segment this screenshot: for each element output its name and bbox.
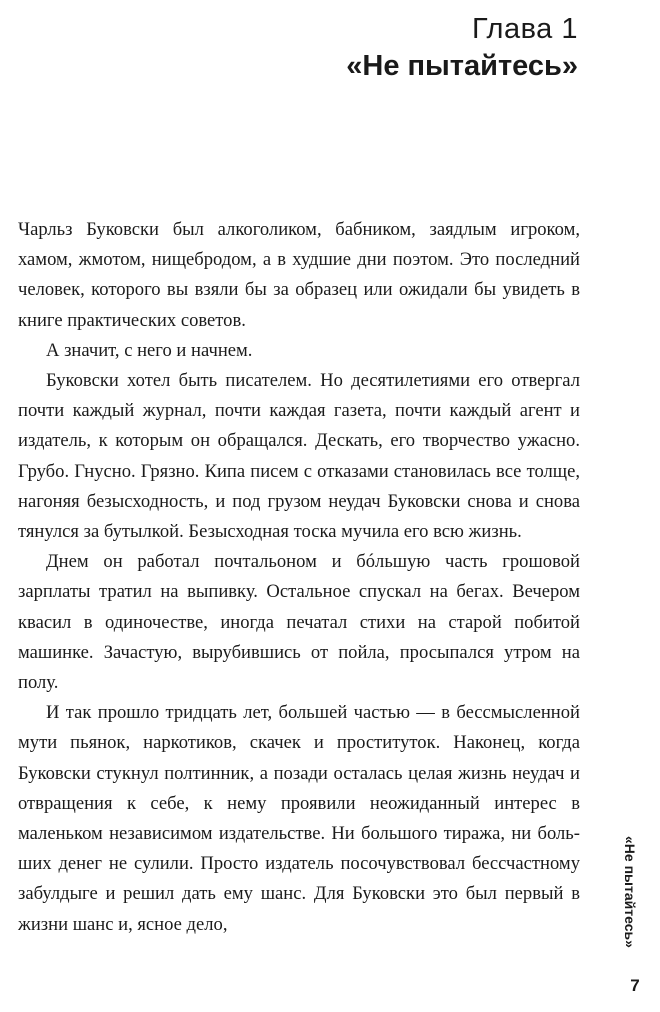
chapter-header <box>346 12 578 84</box>
chapter-label: Глава 1 <box>471 13 578 45</box>
paragraph: Чарльз Буковски был алкоголиком, бабником, заядлым игроком, хамом, жмотом, нищебродом, а в худшие дни поэтом. Это последний человек, которого вы взяли бы за образец или ожидали бы увидеть в книге практических советов. <box>18 219 580 331</box>
paragraph: Днем он работал почтальоном и бóльшую часть грошовой зарплаты тратил на выпивку. Остальное спускал на бегах. Вечером квасил в одиночестве, иногда печатал стихи на старой побитой машинке. Зачастую, вырубившись от пойла, просыпался утром на полу. <box>18 551 580 694</box>
paragraph: Буковски хотел быть писателем. Но десятилетиями его отвергал почти каждый журнал, почти каждая газета, почти каждый агент и издатель, к которым он обращался. Дескать, его творчество ужасно. Грубо. Гнусно. Грязно. Кипа писем с отказами становилась все толще, нагоняя безысходность, и под грузом неудач Буковски снова и снова тянулся за бутылкой. Безысходная тоска мучила его всю жизнь. <box>18 370 580 543</box>
paragraph: И так прошло тридцать лет, большей частью — в бессмысленной мути пьянок, наркотиков, скачек и проституток. Наконец, когда Буковски стукнул полтинник, а позади осталась целая жизнь неудач и отвращения к себе, к нему проявили неожиданный интерес в маленьком независимом издательстве. Ни большого тиража, ни больших денег не сулили. Просто издатель посочувствовал бессчастному забулдыге и решил дать ему шанс. Для Буковски это был первый в жизни шанс и, ясное дело, <box>18 702 580 935</box>
running-head: «Не пытайтесь» <box>622 836 638 948</box>
page-number: 7 <box>630 976 640 995</box>
body-text <box>18 215 580 940</box>
chapter-title: «Не пытайтесь» <box>346 50 578 82</box>
paragraph: А значит, с него и начнем. <box>46 339 253 361</box>
